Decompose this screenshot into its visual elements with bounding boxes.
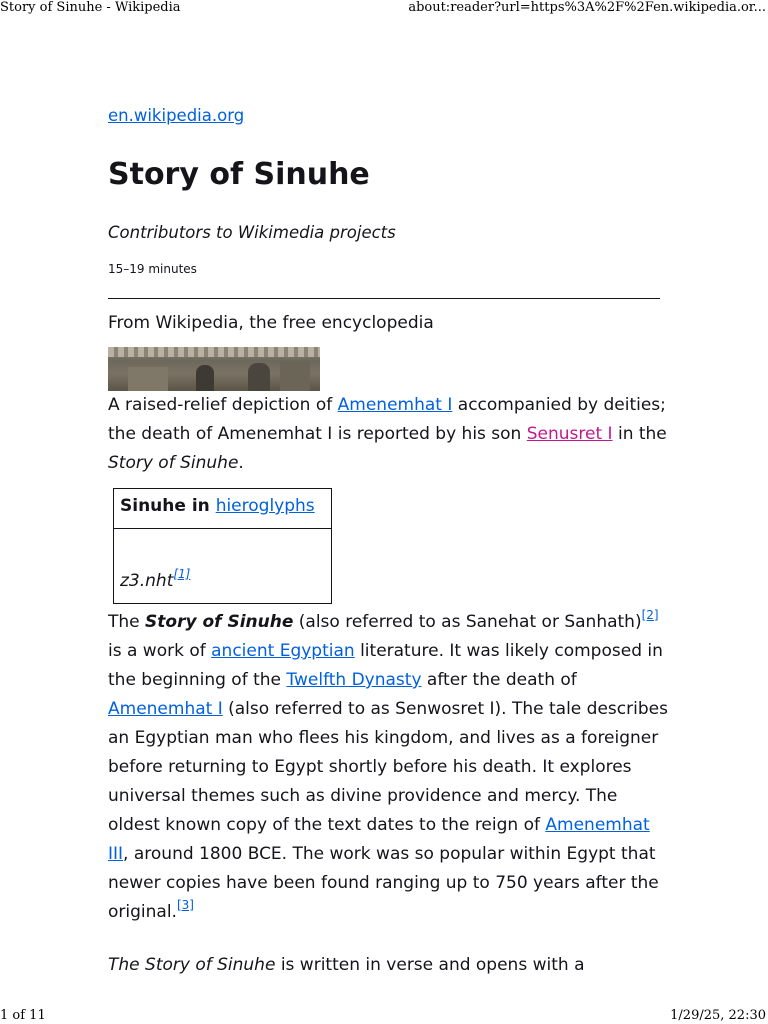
transliteration-text: z3.nht (120, 571, 174, 591)
infobox-header (114, 489, 331, 529)
senusret-i-link[interactable]: Senusret I (526, 424, 613, 444)
hieroglyphs-infobox (113, 488, 332, 604)
article-title: Story of Sinuhe (108, 157, 370, 192)
paragraph-text: literature. It was likely composed in the beginning of the (108, 641, 663, 690)
paragraph-text: (also referred to as Senwosret I). The tale describes an Egyptian man who flees his kingdom, and lives as a foreigner before returning to Egypt shortly before his death. It explores universal themes such as divine providence and mercy. The oldest known copy of the text dates to the reign of (108, 699, 668, 835)
second-paragraph (108, 951, 668, 980)
paragraph-text: is a work of (108, 641, 212, 661)
paragraph-text: after the death of (421, 670, 577, 690)
infobox-transliteration (120, 567, 191, 591)
amenemhat-i-link[interactable]: Amenemhat I (108, 699, 223, 719)
article-byline: Contributors to Wikimedia projects (108, 223, 396, 242)
caption-text: accompanied by deities; the death of Amenemhat I is reported by his son (108, 395, 666, 444)
image-caption (108, 391, 668, 478)
paragraph-text: is written in verse and opens with a (275, 955, 585, 975)
caption-text: A raised-relief depiction of (108, 395, 338, 415)
print-header-title: Story of Sinuhe - Wikipedia (0, 0, 181, 15)
header-divider (108, 298, 660, 299)
paragraph-text: (also referred to as Sanehat or Sanhath) (293, 612, 642, 632)
twelfth-dynasty-link[interactable]: Twelfth Dynasty (286, 670, 422, 690)
relief-image (108, 347, 320, 391)
source-domain-link[interactable]: en.wikipedia.org (108, 106, 245, 125)
print-header-url: about:reader?url=https%3A%2F%2Fen.wikipedia.or... (408, 0, 766, 15)
from-wikipedia-line: From Wikipedia, the free encyclopedia (108, 313, 434, 333)
paragraph-text: , around 1800 BCE. The work was so popular within Egypt that newer copies have been found ranging up to 750 years after the original. (108, 844, 659, 922)
reading-time: 15–19 minutes (108, 262, 197, 276)
amenemhat-iii-link[interactable]: Amenemhat III (108, 815, 650, 864)
print-footer-page: 1 of 11 (0, 1008, 46, 1023)
reference-1-link[interactable]: [1] (173, 567, 191, 581)
infobox-header-text: Sinuhe in (120, 496, 216, 516)
paragraph-text: The (108, 612, 146, 632)
reference-2-link[interactable]: [2] (641, 608, 659, 622)
intro-paragraph (108, 608, 668, 927)
caption-text: . (238, 453, 244, 473)
hieroglyphs-link[interactable]: hieroglyphs (215, 496, 315, 516)
bold-italic-title: Story of Sinuhe (145, 612, 294, 632)
amenemhat-i-link[interactable]: Amenemhat I (337, 395, 453, 415)
caption-italic-title: Story of Sinuhe (108, 453, 239, 473)
reference-3-link[interactable]: [3] (176, 898, 194, 912)
italic-title: The Story of Sinuhe (108, 955, 276, 975)
caption-text: in the (612, 424, 667, 444)
print-footer-datetime: 1/29/25, 22:30 (670, 1008, 766, 1023)
ancient-egyptian-link[interactable]: ancient Egyptian (211, 641, 355, 661)
